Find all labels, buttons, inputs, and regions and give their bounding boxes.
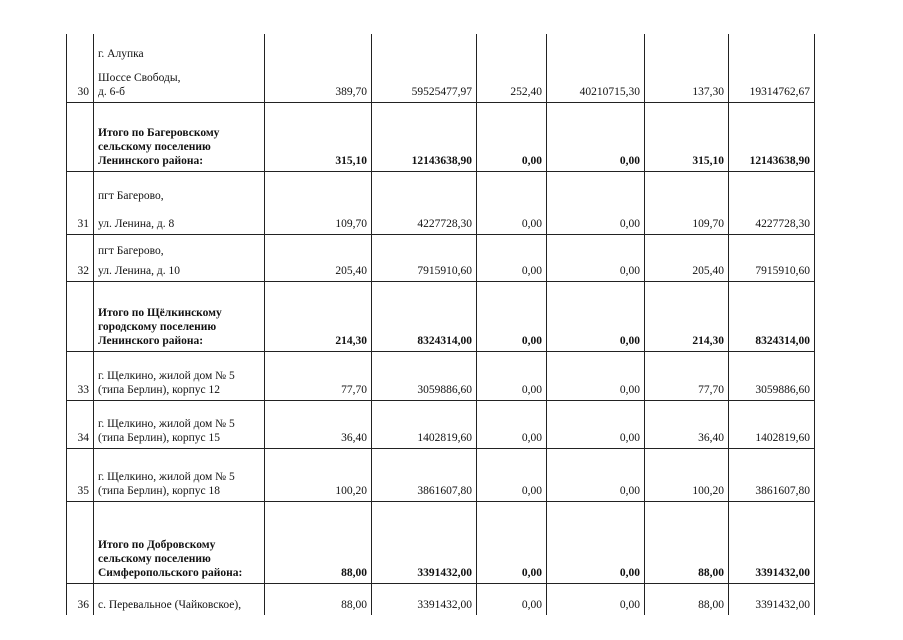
cost-total: 3391432,00 [372, 583, 477, 615]
cost-part-a: 0,00 [547, 400, 645, 448]
table-row [67, 400, 815, 448]
subtotal-row [67, 501, 815, 583]
area-part-b: 315,10 [645, 102, 729, 171]
row-number: 35 [67, 448, 94, 501]
cost-total: 3059886,60 [372, 351, 477, 400]
cost-part-b: 3391432,00 [729, 501, 815, 583]
cost-part-b: 12143638,90 [729, 102, 815, 171]
row-number: 30 [67, 34, 94, 102]
area-part-b: 77,70 [645, 351, 729, 400]
subtotal-line: городскому поселению [98, 320, 217, 333]
cost-part-b: 4227728,30 [729, 171, 815, 234]
area-part-a: 0,00 [477, 351, 547, 400]
area-part-b: 205,40 [645, 234, 729, 281]
address-cell [94, 400, 265, 448]
cost-part-a: 0,00 [547, 281, 645, 351]
address-cell [94, 583, 265, 615]
area-total: 315,10 [265, 102, 372, 171]
table-row [67, 234, 815, 281]
area-total: 214,30 [265, 281, 372, 351]
cost-total: 3391432,00 [372, 501, 477, 583]
address-line: г. Щелкино, жилой дом № 5 [98, 417, 235, 430]
subtotal-label [94, 281, 265, 351]
address-line: д. 6-б [98, 85, 126, 98]
subtotal-line: сельскому поселению [98, 552, 211, 565]
subtotal-label [94, 102, 265, 171]
cost-part-a: 0,00 [547, 583, 645, 615]
area-total: 88,00 [265, 501, 372, 583]
area-total: 109,70 [265, 171, 372, 234]
cost-part-b: 19314762,67 [729, 34, 815, 102]
cost-part-a: 0,00 [547, 234, 645, 281]
cost-part-b: 3861607,80 [729, 448, 815, 501]
cost-part-a: 40210715,30 [547, 34, 645, 102]
area-part-a: 0,00 [477, 234, 547, 281]
area-part-a: 252,40 [477, 34, 547, 102]
address-cell [94, 34, 265, 102]
subtotal-line: Симферопольского района: [98, 566, 243, 579]
address-line: Шоссе Свободы, [98, 71, 181, 84]
address-cell [94, 351, 265, 400]
cost-total: 1402819,60 [372, 400, 477, 448]
row-number: 34 [67, 400, 94, 448]
address-cell [94, 234, 265, 281]
subtotal-line: Итого по Багеровскому [98, 126, 220, 139]
area-part-b: 88,00 [645, 501, 729, 583]
table-row [67, 34, 815, 102]
area-part-a: 0,00 [477, 583, 547, 615]
row-number: 32 [67, 234, 94, 281]
cost-part-b: 1402819,60 [729, 400, 815, 448]
cost-part-a: 0,00 [547, 171, 645, 234]
address-line: с. Перевальное (Чайковское), [98, 599, 242, 611]
area-total: 36,40 [265, 400, 372, 448]
address-line: г. Алупка [98, 47, 144, 60]
area-part-b: 36,40 [645, 400, 729, 448]
address-line: (типа Берлин), корпус 18 [98, 484, 220, 497]
area-total: 88,00 [265, 583, 372, 615]
address-line: г. Щелкино, жилой дом № 5 [98, 470, 235, 483]
area-part-b: 88,00 [645, 583, 729, 615]
address-line: ул. Ленина, д. 8 [98, 217, 175, 230]
cost-total: 4227728,30 [372, 171, 477, 234]
subtotal-line: Итого по Щёлкинскому [98, 306, 222, 319]
housing-register-table [66, 34, 815, 615]
cost-total: 12143638,90 [372, 102, 477, 171]
row-number [67, 501, 94, 583]
table-row [67, 583, 815, 615]
address-line: пгт Багерово, [98, 189, 164, 202]
address-line: (типа Берлин), корпус 12 [98, 383, 220, 396]
subtotal-line: Ленинского района: [98, 154, 204, 167]
row-number: 36 [67, 583, 94, 615]
cost-total: 59525477,97 [372, 34, 477, 102]
address-line: пгт Багерово, [98, 244, 164, 257]
area-total: 77,70 [265, 351, 372, 400]
cost-part-b: 8324314,00 [729, 281, 815, 351]
row-number: 31 [67, 171, 94, 234]
area-total: 100,20 [265, 448, 372, 501]
cost-total: 3861607,80 [372, 448, 477, 501]
address-line: г. Щелкино, жилой дом № 5 [98, 369, 235, 382]
area-part-a: 0,00 [477, 501, 547, 583]
cost-total: 8324314,00 [372, 281, 477, 351]
cost-part-b: 7915910,60 [729, 234, 815, 281]
address-line: (типа Берлин), корпус 15 [98, 431, 220, 444]
cost-part-a: 0,00 [547, 102, 645, 171]
area-part-a: 0,00 [477, 400, 547, 448]
subtotal-row [67, 281, 815, 351]
area-total: 205,40 [265, 234, 372, 281]
subtotal-line: Ленинского района: [98, 334, 204, 347]
subtotal-row [67, 102, 815, 171]
subtotal-label [94, 501, 265, 583]
area-total: 389,70 [265, 34, 372, 102]
cost-part-b: 3059886,60 [729, 351, 815, 400]
area-part-b: 100,20 [645, 448, 729, 501]
row-number: 33 [67, 351, 94, 400]
area-part-b: 214,30 [645, 281, 729, 351]
cost-part-b: 3391432,00 [729, 583, 815, 615]
row-number [67, 102, 94, 171]
area-part-a: 0,00 [477, 102, 547, 171]
area-part-b: 109,70 [645, 171, 729, 234]
table-row [67, 448, 815, 501]
subtotal-line: Итого по Добровскому [98, 538, 216, 551]
cost-total: 7915910,60 [372, 234, 477, 281]
table-row [67, 171, 815, 234]
area-part-b: 137,30 [645, 34, 729, 102]
address-line: ул. Ленина, д. 10 [98, 264, 180, 277]
cost-part-a: 0,00 [547, 351, 645, 400]
cost-part-a: 0,00 [547, 501, 645, 583]
cost-part-a: 0,00 [547, 448, 645, 501]
address-cell [94, 171, 265, 234]
row-number [67, 281, 94, 351]
address-cell [94, 448, 265, 501]
table-row [67, 351, 815, 400]
subtotal-line: сельскому поселению [98, 140, 211, 153]
area-part-a: 0,00 [477, 281, 547, 351]
area-part-a: 0,00 [477, 448, 547, 501]
area-part-a: 0,00 [477, 171, 547, 234]
